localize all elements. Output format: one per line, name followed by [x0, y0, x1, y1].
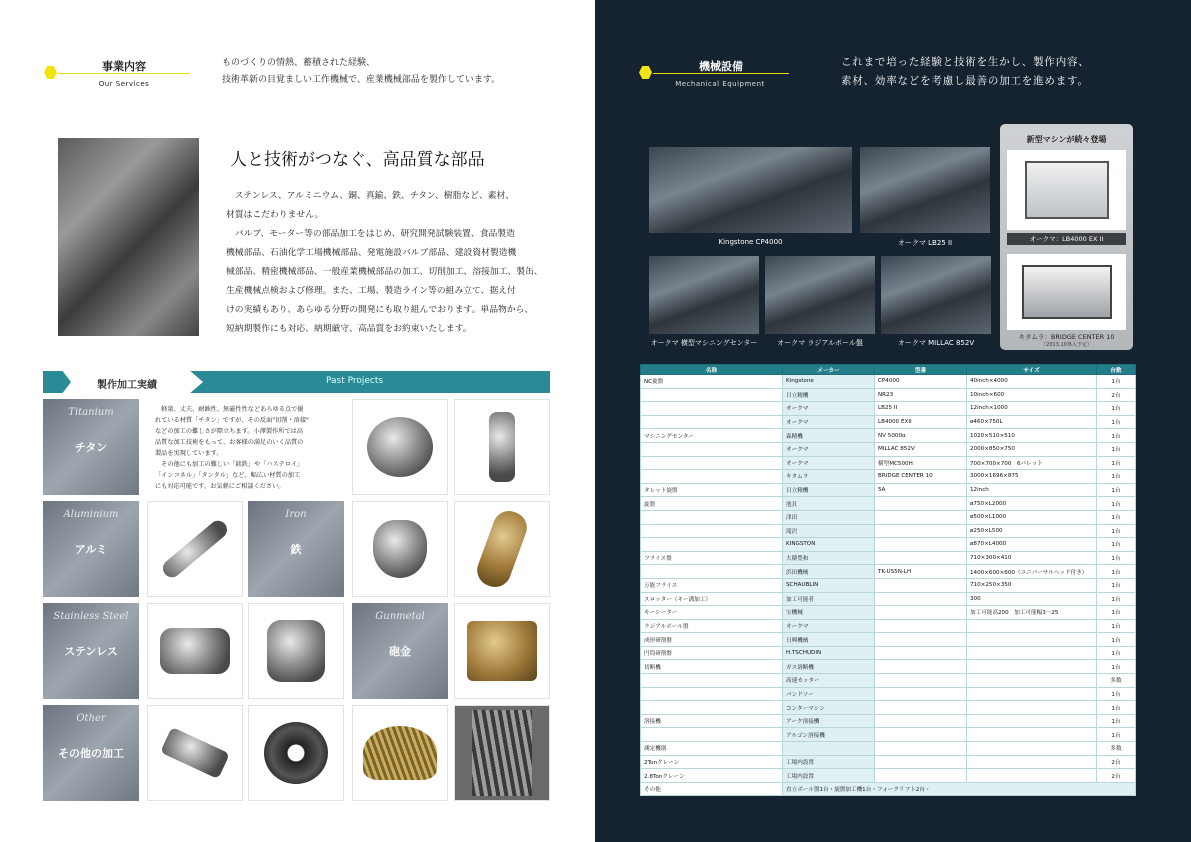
table-cell	[875, 687, 967, 701]
table-cell: 2.8Tonクレーン	[641, 769, 783, 783]
table-cell: オークマ	[783, 402, 875, 416]
table-cell: ø750×L2000	[967, 497, 1097, 511]
material-iron: Iron 鉄	[248, 501, 344, 597]
equipment-subtitle: Mechanical Equipment	[675, 80, 765, 88]
table-cell: 2台	[1097, 769, 1136, 783]
table-cell: LB4000 EXII	[875, 415, 967, 429]
table-cell: 日立精機	[783, 483, 875, 497]
table-cell: 300	[967, 592, 1097, 606]
table-row	[641, 470, 1136, 484]
table-cell: オークマ	[783, 619, 875, 633]
table-cell	[875, 646, 967, 660]
table-cell	[967, 701, 1097, 715]
table-row	[641, 402, 1136, 416]
table-cell: ø250×L500	[967, 524, 1097, 538]
table-cell: 横型MC500H	[875, 456, 967, 470]
new-machine-caption: オークマ：LB4000 EX II	[1007, 233, 1126, 245]
table-cell: 2台	[1097, 388, 1136, 402]
table-cell: TK-US5N-LH	[875, 565, 967, 579]
table-cell: 1台	[1097, 510, 1136, 524]
divider	[58, 73, 190, 74]
table-row	[641, 646, 1136, 660]
hexagon-icon	[44, 66, 57, 79]
new-machine-caption: キタムラ：BRIDGE CENTER 10	[1018, 333, 1115, 341]
table-cell: キーシーター	[641, 606, 783, 620]
table-cell: MILLAC 852V	[875, 442, 967, 456]
column-header: 台数	[1097, 365, 1136, 375]
table-row	[641, 375, 1136, 389]
table-cell	[875, 606, 967, 620]
table-cell	[875, 510, 967, 524]
table-cell	[967, 714, 1097, 728]
table-row	[641, 510, 1136, 524]
table-cell: 10inch×600	[967, 388, 1097, 402]
table-cell: CP4000	[875, 375, 967, 389]
table-cell	[967, 646, 1097, 660]
table-cell: 1台	[1097, 592, 1136, 606]
table-cell	[875, 538, 967, 552]
table-cell: 1台	[1097, 565, 1136, 579]
table-row	[641, 755, 1136, 769]
table-cell: 1台	[1097, 470, 1136, 484]
titanium-text: 軽量、丈夫、耐蝕性、無磁性性などあらゆる点で優 れている材質「チタン」ですが、その反面"切削・溶接" などの加工の難しさが際立ちます。小澤製作所では高 品質な加工技術をもって、お客様の満足のいく品質の 製品を実現しています。 その他にも加工の難しい「銘鉄」や「ハステロイ」 「インコネル」「タンタル」など、幅広い材質の加工 にも対応可能です。お気軽にご相談ください。	[155, 406, 309, 490]
table-cell	[641, 687, 783, 701]
table-cell: 40inch×4000	[967, 375, 1097, 389]
table-cell: 工場内設置	[783, 769, 875, 783]
table-cell	[875, 633, 967, 647]
table-cell: SCHAUBLIN	[783, 578, 875, 592]
table-cell: 1台	[1097, 429, 1136, 443]
table-cell	[641, 415, 783, 429]
table-cell	[641, 388, 783, 402]
table-row	[641, 538, 1136, 552]
table-cell: 1台	[1097, 524, 1136, 538]
table-row	[641, 714, 1136, 728]
table-cell: スロッター（キー溝加工）	[641, 592, 783, 606]
table-cell: NV 5000α	[875, 429, 967, 443]
table-cell	[641, 402, 783, 416]
column-header: 型番	[875, 365, 967, 375]
table-cell: 1台	[1097, 619, 1136, 633]
table-cell	[641, 524, 783, 538]
material-other: Other その他の加工	[43, 705, 139, 801]
table-cell: 1台	[1097, 497, 1136, 511]
part-photo	[352, 399, 448, 495]
table-cell: 多数	[1097, 674, 1136, 688]
factory-photo	[58, 138, 199, 336]
equipment-title: 機械設備	[699, 60, 743, 73]
table-cell	[641, 565, 783, 579]
table-row	[641, 456, 1136, 470]
body-text: ステンレス、アルミニウム、銅、真鍮、鉄、チタン、樹脂など、素材、 材質はこだわりません。 パルプ、モーター等の部品加工をはじめ、研究開発試験装置、食品製造 機械部品、石油化学工場機械部品、発電施設バルブ部品、建設資材製造機 械部品、精密機械部品、一般産業機械部品の加工、切削加工、溶接加工、製缶、 生産機械点検および修理。また、工場、製造ライン等の組み立て、据え付 けの実績もあり、あらゆる分野の開発にも取り組んでおります。単品物から、 短納期製作にも対応、納期厳守、高品質をお約束いたします。	[226, 191, 543, 334]
photo-caption: オークマ MILLAC 852V	[897, 339, 975, 347]
table-row	[641, 429, 1136, 443]
hexagon-icon	[639, 66, 652, 79]
table-cell: 池貝	[783, 497, 875, 511]
table-cell: コンターマシン	[783, 701, 875, 715]
table-cell: 700×700×700 6パレット	[967, 456, 1097, 470]
table-cell: 森精機	[783, 429, 875, 443]
table-cell: 1台	[1097, 551, 1136, 565]
table-cell: 成形研削盤	[641, 633, 783, 647]
table-cell: 浜田機械	[783, 565, 875, 579]
table-cell	[641, 728, 783, 742]
table-cell: 加工可能者	[783, 592, 875, 606]
table-cell	[875, 524, 967, 538]
machine-photo	[881, 256, 991, 334]
equipment-table-wrap	[640, 364, 1136, 796]
table-cell: 1台	[1097, 483, 1136, 497]
table-cell: 1台	[1097, 701, 1136, 715]
table-cell	[967, 674, 1097, 688]
table-cell: 高速カッター	[783, 674, 875, 688]
table-cell	[967, 619, 1097, 633]
photo-caption: オークマ 横型マシニングセンター	[650, 339, 758, 347]
table-row	[641, 388, 1136, 402]
table-cell: NC旋盤	[641, 375, 783, 389]
table-cell	[967, 660, 1097, 674]
table-cell: その他	[641, 782, 783, 796]
table-cell: 1台	[1097, 687, 1136, 701]
divider	[653, 73, 789, 74]
column-header: 名称	[641, 365, 783, 375]
table-cell: キタムラ	[783, 470, 875, 484]
column-header: サイズ	[967, 365, 1097, 375]
table-cell: 切断機	[641, 660, 783, 674]
table-row	[641, 674, 1136, 688]
part-photo	[454, 399, 550, 495]
material-stainless: Stainless Steel ステンレス	[43, 603, 139, 699]
table-cell: 測定機器	[641, 742, 783, 756]
table-cell: 宝機械	[783, 606, 875, 620]
table-cell: 1400×600×600（ユニバーサルヘッド付き）	[967, 565, 1097, 579]
table-cell: 5A	[875, 483, 967, 497]
table-row	[641, 592, 1136, 606]
material-aluminium: Aluminium アルミ	[43, 501, 139, 597]
table-cell: 円筒研削盤	[641, 646, 783, 660]
part-photo	[352, 705, 448, 801]
table-cell: オークマ	[783, 456, 875, 470]
machine-photo	[649, 147, 852, 233]
table-cell: 多数	[1097, 742, 1136, 756]
table-cell: ø500×L1000	[967, 510, 1097, 524]
table-cell: 2Tonクレーン	[641, 755, 783, 769]
table-cell: アーク溶接機	[783, 714, 875, 728]
new-machine-note: （2013.10導入予定）	[1041, 342, 1092, 348]
table-cell	[967, 769, 1097, 783]
part-photo	[454, 501, 550, 597]
part-photo	[248, 603, 344, 699]
table-cell: 直立ボール盤1台・旋盤加工機1台・フォークリフト2台・	[783, 782, 1136, 796]
table-cell: オークマ	[783, 442, 875, 456]
table-cell	[875, 674, 967, 688]
column-header: メーカー	[783, 365, 875, 375]
table-row	[641, 606, 1136, 620]
table-cell	[783, 742, 875, 756]
projects-title: 製作加工実績	[97, 380, 157, 391]
table-cell	[641, 674, 783, 688]
table-row	[641, 497, 1136, 511]
services-title: 事業内容	[102, 60, 146, 73]
table-cell: マシニングセンター	[641, 429, 783, 443]
table-cell: 滝沢	[783, 524, 875, 538]
table-cell	[875, 728, 967, 742]
table-cell: ø460×750L	[967, 415, 1097, 429]
table-row	[641, 483, 1136, 497]
table-cell	[875, 497, 967, 511]
table-cell	[875, 714, 967, 728]
table-cell	[967, 755, 1097, 769]
table-row	[641, 565, 1136, 579]
table-cell: ラジアルボール盤	[641, 619, 783, 633]
table-cell	[875, 742, 967, 756]
table-cell: 加工可能高200 加工可能幅3〜25	[967, 606, 1097, 620]
machine-photo	[765, 256, 875, 334]
machine-photo	[649, 256, 759, 334]
table-row	[641, 728, 1136, 742]
table-cell	[875, 619, 967, 633]
part-photo	[147, 603, 243, 699]
left-page	[0, 0, 595, 842]
table-cell: 旋盤	[641, 497, 783, 511]
table-cell: 1台	[1097, 402, 1136, 416]
table-cell: LB25 II	[875, 402, 967, 416]
part-photo	[352, 501, 448, 597]
table-cell: 1台	[1097, 456, 1136, 470]
material-gunmetal: Gunmetal 砲金	[352, 603, 448, 699]
table-cell: 12inch	[967, 483, 1097, 497]
table-cell	[967, 742, 1097, 756]
table-row	[641, 415, 1136, 429]
part-photo	[147, 705, 243, 801]
table-cell: 1台	[1097, 538, 1136, 552]
projects-subtitle: Past Projects	[326, 376, 384, 386]
machine-photo	[1007, 150, 1126, 230]
table-cell: NR23	[875, 388, 967, 402]
right-page	[595, 0, 1191, 842]
material-titanium: Titanium チタン	[43, 399, 139, 495]
table-row	[641, 687, 1136, 701]
equipment-intro: これまで培った経験と技術を生かし、製作内容、 素材、効率などを考慮し最善の加工を進めます。	[841, 56, 1090, 87]
table-cell: 万能フライス	[641, 578, 783, 592]
table-cell: 2台	[1097, 755, 1136, 769]
table-cell: ガス溶断機	[783, 660, 875, 674]
table-cell: 1台	[1097, 633, 1136, 647]
table-cell: 1台	[1097, 442, 1136, 456]
part-photo	[248, 705, 344, 801]
table-cell: 1台	[1097, 728, 1136, 742]
photo-caption: オークマ LB25 II	[897, 239, 953, 247]
table-cell	[875, 755, 967, 769]
part-photo	[147, 501, 243, 597]
table-row	[641, 551, 1136, 565]
table-cell	[875, 592, 967, 606]
table-cell	[875, 551, 967, 565]
new-machine-title: 新型マシンが続々登場	[1026, 135, 1107, 144]
table-cell	[875, 578, 967, 592]
table-cell	[641, 442, 783, 456]
table-cell: 日興機械	[783, 633, 875, 647]
table-row	[641, 742, 1136, 756]
table-cell: H.TSCHUDIN	[783, 646, 875, 660]
table-cell: 1020×510×510	[967, 429, 1097, 443]
table-row	[641, 633, 1136, 647]
equipment-table	[640, 364, 1136, 796]
table-cell	[967, 728, 1097, 742]
table-cell: 1台	[1097, 646, 1136, 660]
table-cell: バンドソー	[783, 687, 875, 701]
machine-photo	[1007, 254, 1126, 330]
table-cell: 1台	[1097, 606, 1136, 620]
machine-photo	[860, 147, 990, 233]
table-cell: 1台	[1097, 714, 1136, 728]
table-cell	[641, 538, 783, 552]
table-cell: タレット旋盤	[641, 483, 783, 497]
table-cell: 1台	[1097, 660, 1136, 674]
table-row	[641, 701, 1136, 715]
table-cell	[875, 701, 967, 715]
headline: 人と技術がつなぐ、高品質な部品	[230, 150, 485, 170]
table-row	[641, 619, 1136, 633]
table-cell	[875, 660, 967, 674]
table-cell	[641, 701, 783, 715]
services-intro: ものづくりの情熱、蓄積された経験、 技術革新の目覚ましい工作機械で、産業機械部品を製作しています。	[222, 58, 501, 85]
table-cell: 溶接機	[641, 714, 783, 728]
table-cell: オークマ	[783, 415, 875, 429]
table-cell: 710×300×410	[967, 551, 1097, 565]
table-cell: 12inch×1000	[967, 402, 1097, 416]
table-cell: BRIDGE CENTER 10	[875, 470, 967, 484]
table-row	[641, 578, 1136, 592]
table-cell	[641, 470, 783, 484]
table-cell	[641, 456, 783, 470]
table-cell: 1台	[1097, 578, 1136, 592]
table-cell: フライス盤	[641, 551, 783, 565]
table-row	[641, 442, 1136, 456]
table-cell: Kingstone	[783, 375, 875, 389]
photo-caption: オークマ ラジアルボール盤	[777, 339, 863, 347]
table-cell	[875, 769, 967, 783]
table-cell: 工場内設置	[783, 755, 875, 769]
services-subtitle: Our Services	[98, 80, 150, 88]
photo-caption: Kingstone CP4000	[718, 238, 783, 246]
table-row	[641, 782, 1136, 796]
table-row	[641, 660, 1136, 674]
table-cell: 津田	[783, 510, 875, 524]
table-cell: 日立精機	[783, 388, 875, 402]
table-cell: 3000×1696×875	[967, 470, 1097, 484]
table-cell: 1台	[1097, 415, 1136, 429]
table-cell: 710×250×350	[967, 578, 1097, 592]
table-cell: 2000×850×750	[967, 442, 1097, 456]
table-cell: アルゴン溶接機	[783, 728, 875, 742]
part-photo	[454, 705, 550, 801]
table-cell: KINGSTON	[783, 538, 875, 552]
table-cell	[641, 510, 783, 524]
table-cell: 1台	[1097, 375, 1136, 389]
table-row	[641, 524, 1136, 538]
table-cell	[967, 633, 1097, 647]
table-cell: 大隈豊和	[783, 551, 875, 565]
part-photo	[454, 603, 550, 699]
table-cell	[967, 687, 1097, 701]
table-cell: ø870×L4000	[967, 538, 1097, 552]
table-row	[641, 769, 1136, 783]
